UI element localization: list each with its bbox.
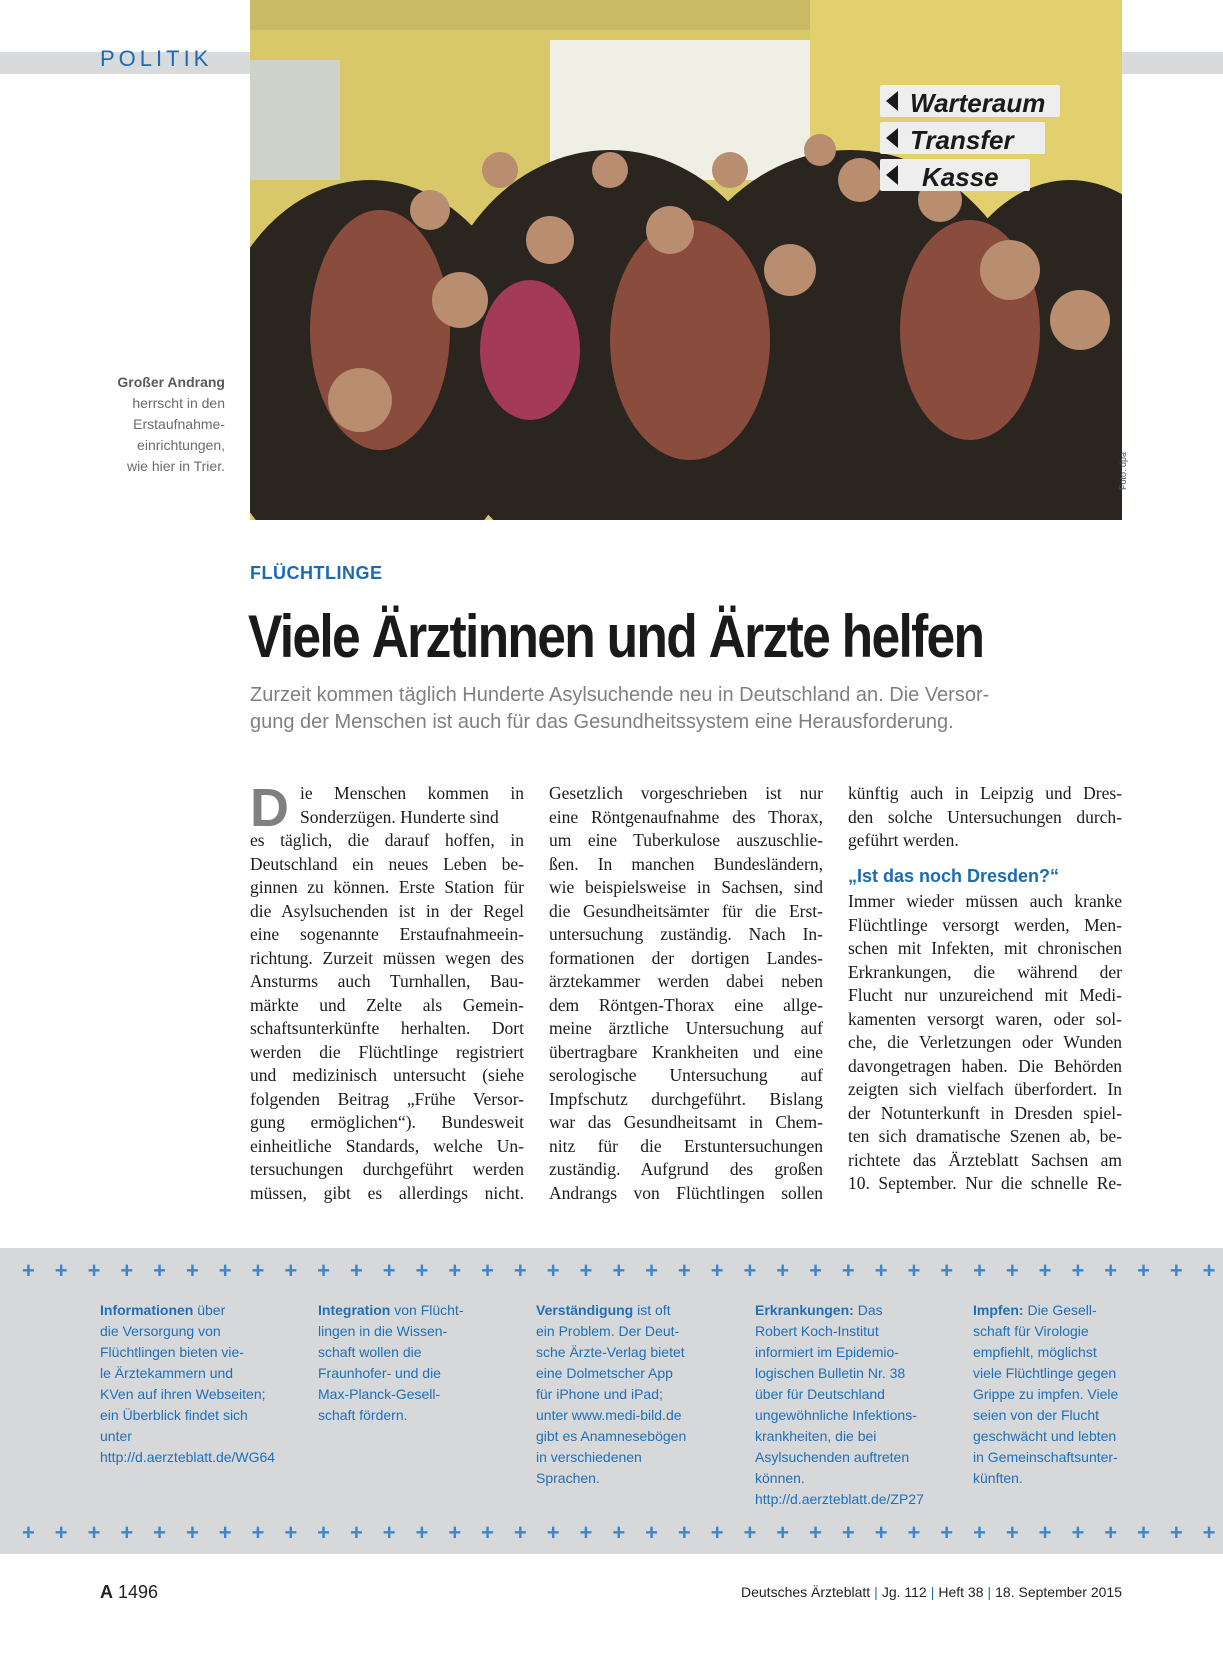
plus-ornament: + [874,1520,888,1545]
info-text: Grippe zu impfen. Viele [973,1386,1119,1402]
body-line: ßen. In manchen Bundesländern, [549,853,823,874]
info-column [536,1300,736,1489]
plus-ornament: + [743,1520,757,1545]
dropcap: D [250,778,289,838]
info-column [100,1300,300,1468]
info-column [973,1300,1173,1489]
plus-ornament: + [940,1258,954,1283]
photo-caption [60,372,225,477]
plus-ornament: + [251,1258,265,1283]
body-line: geführt werden. [848,830,959,850]
info-text: in verschiedenen [536,1449,642,1465]
info-text: eine Dolmetscher App [536,1365,673,1381]
plus-ornament: + [448,1258,462,1283]
info-lead: Integration [318,1302,391,1318]
info-text: Asylsuchenden auftreten [755,1449,910,1465]
info-text: Die Gesell- [1023,1302,1097,1318]
info-text: sche Ärzte-Verlag bietet [536,1344,685,1360]
body-line: den solche Untersuchungen durch- [848,806,1122,827]
body-line: Deutschland ein neues Leben be- [250,853,524,874]
body-line: davongetragen haben. Die Behörden [848,1055,1122,1076]
info-text: KVen auf ihren Webseiten; [100,1386,266,1402]
plus-ornament: + [940,1520,954,1545]
plus-ornament: + [645,1520,658,1545]
plus-ornament: + [1038,1520,1052,1545]
info-text: gibt es Anamnesebögen [536,1428,687,1444]
plus-ornament: + [513,1520,527,1545]
info-text: ungewöhnliche Infektions- [755,1407,917,1423]
plus-ornament: + [776,1258,790,1283]
plus-ornament: + [1038,1258,1052,1283]
info-lead: Informationen [100,1302,194,1318]
sign-warteraum: Warteraum [910,88,1046,118]
body-line: ärztekammer werden dabei neben [549,971,823,991]
plus-border-top [12,1258,1223,1283]
info-text: Robert Koch-Institut [755,1323,879,1339]
body-line: künftig auch in Leipzig und Dres- [848,783,1122,803]
plus-ornament: + [809,1258,822,1283]
info-text: krankheiten, die bei [755,1428,877,1444]
teaser-line: gung der Menschen ist auch für das Gesundheitssystem eine Herausforderung. [250,711,954,733]
plus-ornament: + [973,1520,986,1545]
plus-ornament: + [251,1520,265,1545]
plus-ornament: + [645,1258,658,1283]
info-text: für iPhone und iPad; [536,1386,663,1402]
info-lead: Impfen: [973,1302,1024,1318]
body-line: Impfschutz durchgeführt. Bislang [549,1088,823,1109]
plus-ornament: + [185,1258,199,1283]
body-line: die Gesundheitsämter für die Erst- [549,900,823,921]
caption-line: Erstaufnahme- [133,416,225,432]
article-subhead: „Ist das noch Dresden?“ [848,865,1060,886]
plus-ornament: + [382,1520,396,1545]
body-line: es täglich, die darauf hoffen, in [250,830,524,850]
journal-issue: Heft 38 [938,1584,984,1600]
plus-border-bottom [12,1520,1223,1545]
plus-ornament: + [1005,1520,1019,1545]
plus-ornament: + [218,1258,232,1283]
info-link[interactable]: http://d.aerzteblatt.de/ZP27 [755,1491,924,1507]
teaser-line: Zurzeit kommen täglich Hunderte Asylsuchende neu in Deutschland an. Die Versor- [250,684,990,706]
body-line: che, die Verletzungen oder Wunden [848,1032,1122,1052]
body-line: richtete das Ärzteblatt Sachsen am [848,1149,1122,1170]
plus-ornament: + [153,1520,167,1545]
body-line: Ansturms auch Turnhallen, Bau- [250,971,524,991]
info-column [755,1300,955,1510]
plus-ornament: + [579,1520,593,1545]
info-text: unter [100,1428,132,1444]
body-line: 10. September. Nur die schnelle Re- [848,1173,1122,1193]
info-lead: Erkrankungen: [755,1302,854,1318]
sign-kasse: Kasse [922,162,999,192]
photo-credit: Foto: dpa [1118,451,1128,490]
plus-ornament: + [415,1520,429,1545]
info-text: logischen Bulletin Nr. 38 [755,1365,906,1381]
plus-ornament: + [743,1258,757,1283]
plus-ornament: + [54,1258,68,1283]
article-column-2 [549,782,823,1205]
plus-ornament: + [1071,1258,1085,1283]
info-text: seien von der Flucht [973,1407,1100,1423]
journal-date: 18. September 2015 [995,1584,1122,1600]
plus-ornament: + [677,1520,691,1545]
body-line: dem Röntgen-Thorax eine allge- [549,994,823,1015]
plus-ornament: + [1005,1258,1019,1283]
plus-ornament: + [21,1520,35,1545]
caption-line: herrscht in den [132,395,225,411]
info-text: empfiehlt, möglichst [973,1344,1097,1360]
plus-ornament: + [874,1258,888,1283]
plus-ornament: + [612,1520,626,1545]
body-line: um eine Tuberkulose auszuschlie- [549,830,823,850]
body-line: übertragbare Krankheiten und eine [549,1041,823,1062]
plus-ornament: + [54,1520,68,1545]
plus-ornament: + [120,1520,134,1545]
plus-ornament: + [1137,1520,1150,1545]
info-text: die Versorgung von [100,1323,221,1339]
info-text: von Flücht- [390,1302,464,1318]
plus-ornament: + [677,1258,691,1283]
body-line: Erkrankungen, die während der [848,961,1122,982]
info-text: ein Problem. Der Deut- [536,1323,680,1339]
body-line: formationen der dortigen Landes- [549,947,823,968]
body-line: werden die Flüchtlinge registriert [250,1041,524,1062]
body-line: eine sogenannte Erstaufnahmeein- [250,924,524,944]
page-folio [100,1582,158,1603]
plus-ornament: + [317,1258,330,1283]
plus-ornament: + [1137,1258,1150,1283]
body-line: Flucht nur unzureichend mit Medi- [848,985,1122,1005]
info-link[interactable]: http://d.aerzteblatt.de/WG64 [100,1449,276,1465]
body-line: Sonderzügen. Hunderte sind [300,806,499,827]
plus-ornament: + [579,1258,593,1283]
body-line: untersuchung zuständig. Nach In- [549,924,823,944]
caption-line: einrichtungen, [137,437,225,453]
body-line: meine ärztliche Untersuchung auf [549,1018,823,1038]
plus-ornament: + [1169,1258,1183,1283]
plus-ornament: + [841,1520,855,1545]
plus-ornament: + [612,1258,626,1283]
plus-ornament: + [284,1520,298,1545]
plus-ornament: + [120,1258,134,1283]
info-text: Sprachen. [536,1470,600,1486]
plus-ornament: + [907,1258,921,1283]
info-text: können. [755,1470,805,1486]
info-text: unter www.medi-bild.de [536,1407,682,1423]
info-text: künften. [973,1470,1023,1486]
info-text: schaft für Virologie [973,1323,1089,1339]
body-line: Gesetzlich vorgeschrieben ist nur [549,783,823,803]
body-line: schen mit Infekten, mit chronischen [848,938,1122,958]
plus-ornament: + [87,1520,101,1545]
body-line: richtung. Zurzeit müssen wegen des [250,947,524,968]
sign-transfer: Transfer [910,125,1014,155]
body-line: wie beispielsweise in Sachsen, sind [549,877,823,897]
article-headline: Viele Ärztinnen und Ärzte helfen [248,603,984,670]
body-line: war das Gesundheitsamt in Chem- [549,1112,823,1132]
article-photo [250,0,1122,520]
body-line: kamenten versorgt waren, oder sol- [848,1008,1122,1029]
caption-line: wie hier in Trier. [126,458,225,474]
body-line: serologische Untersuchung auf [549,1065,823,1085]
plus-ornament: + [481,1520,494,1545]
info-text: über für Deutschland [755,1386,885,1402]
info-text: ist oft [633,1302,671,1318]
plus-ornament: + [546,1258,560,1283]
plus-ornament: + [1104,1520,1118,1545]
article-column-1 [250,778,524,1205]
plus-ornament: + [284,1258,298,1283]
article-column-3 [848,782,1122,1196]
article-kicker: FLÜCHTLINGE [250,563,383,583]
info-text: schaft fördern. [318,1407,408,1423]
plus-ornament: + [809,1520,822,1545]
info-text: lingen in die Wissen- [318,1323,448,1339]
section-label: POLITIK [100,46,213,71]
info-lead: Verständigung [536,1302,634,1318]
body-line: Immer wieder müssen auch kranke [848,891,1122,911]
plus-ornament: + [21,1258,35,1283]
plus-ornament: + [87,1258,101,1283]
caption-lead: Großer Andrang [117,374,225,390]
journal-name: Deutsches Ärzteblatt [741,1584,871,1600]
body-line: nitz für die Erstuntersuchungen [549,1135,823,1156]
body-line: der Notunterkunft in Dresden spiel- [848,1102,1122,1123]
body-line: ten sich dramatische Szenen ab, be- [848,1126,1122,1146]
plus-ornament: + [710,1520,724,1545]
info-text: Das [853,1302,883,1318]
info-text: ein Überblick findet sich [100,1407,248,1423]
body-line: ginnen zu können. Erste Station für [250,877,524,897]
article-teaser [250,682,1122,736]
info-text: Fraunhofer- und die [318,1365,441,1381]
plus-ornament: + [1169,1520,1183,1545]
info-text: in Gemeinschaftsunter- [973,1449,1118,1465]
plus-ornament: + [546,1520,560,1545]
info-text: geschwächt und lebten [973,1428,1117,1444]
plus-ornament: + [1104,1258,1118,1283]
plus-ornament: + [841,1258,855,1283]
info-text: schaft wollen die [318,1344,422,1360]
plus-ornament: + [1071,1520,1085,1545]
plus-ornament: + [317,1520,330,1545]
body-line: folgenden Beitrag „Frühe Versor- [250,1088,524,1109]
body-line: müssen, gibt es allerdings nicht. [250,1182,524,1203]
plus-ornament: + [349,1258,363,1283]
body-line: die Asylsuchenden ist in der Regel [250,900,524,921]
plus-ornament: + [185,1520,199,1545]
body-line: Andrangs von Flüchtlingen sollen [549,1182,823,1203]
plus-ornament: + [1202,1258,1216,1283]
body-line: ie Menschen kommen in [300,783,524,803]
page-number: 1496 [118,1582,159,1602]
folio-prefix: A [100,1582,113,1602]
body-line: märkte und Zelte als Gemein- [250,994,524,1015]
info-text: le Ärztekammern und [100,1365,234,1381]
body-line: gung ermöglichen“). Bundesweit [250,1112,524,1132]
plus-ornament: + [382,1258,396,1283]
body-line: zuständig. Aufgrund des großen [549,1159,823,1179]
plus-ornament: + [907,1520,921,1545]
info-text: über [193,1302,226,1318]
journal-line: Deutsches Ärzteblatt | Jg. 112 | Heft 38 | 18. September 2015 [741,1584,1122,1600]
plus-ornament: + [153,1258,167,1283]
journal-volume: Jg. 112 [881,1584,927,1600]
plus-ornament: + [481,1258,494,1283]
body-line: Flüchtlinge versorgt werden, Men- [848,914,1122,935]
plus-ornament: + [415,1258,429,1283]
info-column [318,1300,518,1426]
body-line: eine Röntgenaufnahme des Thorax, [549,806,823,827]
info-text: Max-Planck-Gesell- [318,1386,441,1402]
body-line: zeigten sich vielfach überfordert. In [848,1079,1122,1099]
body-line: und medizinisch untersucht (siehe [250,1065,524,1085]
plus-ornament: + [513,1258,527,1283]
body-line: tersuchungen durchgeführt werden [250,1159,524,1179]
plus-ornament: + [710,1258,724,1283]
plus-ornament: + [349,1520,363,1545]
plus-ornament: + [973,1258,986,1283]
plus-ornament: + [776,1520,790,1545]
info-text: Flüchtlingen bieten vie- [100,1344,244,1360]
plus-ornament: + [218,1520,232,1545]
plus-ornament: + [448,1520,462,1545]
info-text: informiert im Epidemio- [755,1344,899,1360]
body-line: schaftsunterkünfte herhalten. Dort [250,1018,524,1038]
body-line: einheitliche Standards, welche Un- [250,1135,524,1156]
plus-ornament: + [1202,1520,1216,1545]
info-text: viele Flüchtlinge gegen [973,1365,1117,1381]
